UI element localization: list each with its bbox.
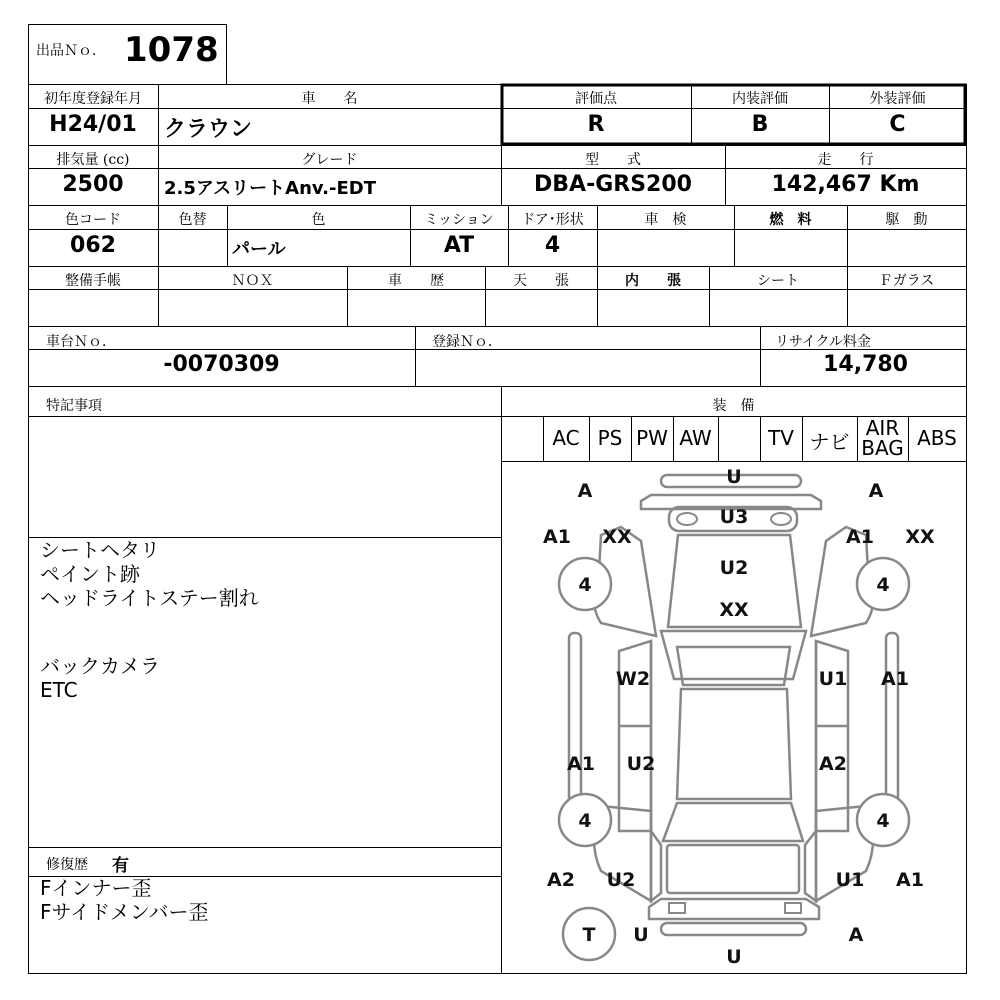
score-value: R: [587, 112, 605, 137]
mark-left-xx: XX: [602, 526, 632, 548]
lot-label: 出品Ｎｏ．: [36, 43, 106, 59]
repair-notes: Fインナー歪 Fサイドメンバー歪: [40, 876, 209, 924]
model-value: DBA-GRS200: [534, 172, 692, 197]
exterior-value: C: [889, 112, 906, 137]
equip-ac: AC: [552, 426, 580, 450]
exterior-label: 外装評価: [869, 91, 926, 107]
equip-abs: ABS: [917, 426, 957, 450]
mileage-label: 走 行: [817, 152, 874, 168]
history-label: 車 歴: [388, 273, 444, 289]
equip-tv: TV: [768, 426, 794, 450]
remarks-block-1: シートヘタリ ペイント跡 ヘッドライトステー割れ: [40, 538, 259, 610]
inspection-label: 車 検: [644, 212, 687, 228]
remarks-label: 特記事項: [46, 398, 102, 414]
mission-label: ミッション: [424, 212, 494, 228]
mark-tire-fr: 4: [876, 574, 890, 596]
interior-label: 内装評価: [732, 91, 788, 107]
mark-front-right: A: [868, 480, 884, 502]
mark-right-rear-a2: A2: [819, 753, 847, 775]
mark-tire-fl: 4: [578, 574, 592, 596]
mark-rear-center: U: [726, 946, 742, 968]
mark-hood-1: U2: [719, 557, 749, 579]
mark-rear-right-u1: U1: [835, 869, 865, 891]
door-label: ドア･形状: [521, 212, 584, 228]
mission-value: AT: [443, 233, 475, 258]
nox-label: ＮＯＸ: [231, 273, 274, 289]
car-name-value: クラウン: [164, 117, 253, 142]
door-value: 4: [544, 233, 561, 258]
mileage-value: 142,467 Km: [771, 172, 920, 197]
seat-label: シート: [757, 273, 799, 289]
recycle-label: リサイクル料金: [775, 334, 872, 350]
mark-tire-rl: 4: [578, 810, 592, 832]
grade-value: 2.5アスリートAnv.-EDT: [164, 178, 377, 199]
color-code-value: 062: [70, 233, 116, 258]
first-reg-value: H24/01: [49, 112, 137, 137]
mark-rear-right-a: A: [848, 924, 864, 946]
equip-ps: PS: [597, 426, 623, 450]
model-label: 型 式: [585, 152, 641, 168]
equip-airbag: AIR BAG: [861, 416, 904, 460]
chassis-label: 車台Ｎｏ．: [46, 334, 116, 350]
mark-front-left: A: [577, 480, 593, 502]
fuel-label: 燃 料: [769, 212, 812, 228]
mark-hood-2: XX: [719, 599, 749, 621]
roof-label: 天 張: [513, 273, 569, 289]
mark-rear-left-a2: A2: [547, 869, 575, 891]
repair-label: 修復歴: [46, 857, 88, 873]
color-code-label: 色コード: [65, 212, 121, 228]
car-name-label: 車 名: [301, 91, 358, 107]
mark-right-xx: XX: [905, 526, 935, 548]
interior-value: B: [751, 112, 769, 137]
recycle-value: 14,780: [823, 352, 908, 377]
color-change-label: 色替: [178, 212, 207, 228]
mark-left-a1: A1: [543, 526, 571, 548]
equip-aw: AW: [679, 426, 712, 450]
mark-left-front-door: W2: [615, 668, 651, 690]
displacement-label: 排気量 (cc): [56, 152, 130, 168]
mark-tire-rr: 4: [876, 810, 890, 832]
lot-number: 1078: [124, 30, 219, 70]
mark-right-pillar: A1: [881, 668, 909, 690]
score-label: 評価点: [575, 91, 617, 107]
mark-rear-left-u2: U2: [606, 869, 636, 891]
mark-front-center: U: [726, 466, 742, 488]
mark-spare: T: [582, 924, 596, 946]
car-diagram: [501, 461, 966, 973]
displacement-value: 2500: [62, 172, 124, 197]
maintenance-label: 整備手帳: [65, 273, 121, 289]
inner-label: 内 張: [625, 273, 681, 289]
remarks-block-2: バックカメラ ETC: [40, 654, 160, 702]
mark-rear-u-left: U: [633, 924, 649, 946]
grade-label: グレード: [301, 152, 358, 168]
registration-label: 登録Ｎｏ．: [432, 334, 502, 350]
chassis-value: -0070309: [163, 352, 280, 377]
equip-pw: PW: [636, 426, 668, 450]
mark-right-a1: A1: [846, 526, 874, 548]
mark-left-rear-u2: U2: [626, 753, 656, 775]
mark-rear-right-a1: A1: [896, 869, 924, 891]
equipment-label: 装 備: [712, 398, 755, 414]
repair-value: 有: [112, 856, 129, 876]
mark-left-rear-a1: A1: [567, 753, 595, 775]
glass-label: Ｆガラス: [878, 273, 935, 289]
color-value: パール: [232, 239, 286, 260]
first-reg-label: 初年度登録年月: [44, 91, 142, 107]
drive-label: 駆 動: [885, 212, 928, 228]
mark-grille: U3: [719, 506, 749, 528]
equip-navi: ナビ: [809, 430, 850, 454]
mark-right-front-door: U1: [818, 668, 848, 690]
color-label: 色: [311, 212, 326, 228]
